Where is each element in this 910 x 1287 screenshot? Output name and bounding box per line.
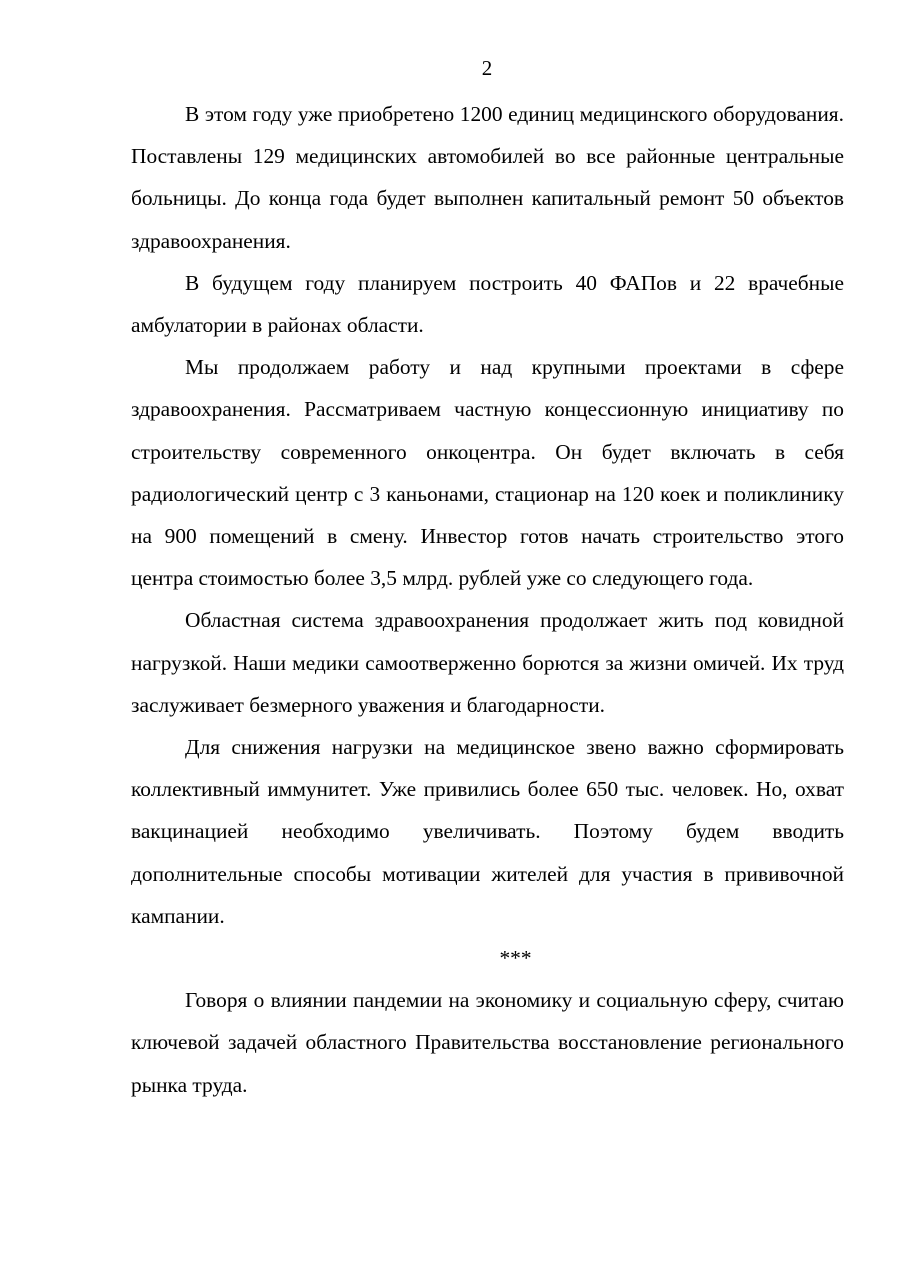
paragraph-vaccination: Для снижения нагрузки на медицинское звено важно сформировать коллективный иммунитет. Уже привились более 650 тыс. человек. Но, охват вакцинацией необходимо увеличивать. Поэтому будем вводить дополнительные способы мотивации жителей для участия в прививочной кампании. xyxy=(131,735,844,928)
paragraph-oncology-center: Мы продолжаем работу и над крупными проектами в сфере здравоохранения. Рассматриваем частную концессионную инициативу по строительству современного онкоцентра. Он будет включать в себя радиологический центр с 3 каньонами, стационар на 120 коек и поликлинику на 900 помещений в смену. Инвестор готов начать строительство этого центра стоимостью более 3,5 млрд. рублей уже со следующего года. xyxy=(131,355,844,591)
section-separator: *** xyxy=(499,946,532,971)
document-body xyxy=(131,93,844,1106)
paragraph-labor-market: Говоря о влиянии пандемии на экономику и социальную сферу, считаю ключевой задачей областного Правительства восстановление регионального рынка труда. xyxy=(131,988,844,1097)
paragraph-equipment: В этом году уже приобретено 1200 единиц медицинского оборудования. Поставлены 129 медицинских автомобилей во все районные центральные больницы. До конца года будет выполнен капитальный ремонт 50 объектов здравоохранения. xyxy=(131,102,844,253)
page-number: 2 xyxy=(481,56,493,80)
paragraph-covid-load: Областная система здравоохранения продолжает жить под ковидной нагрузкой. Наши медики самоотверженно борются за жизни омичей. Их труд заслуживает безмерного уважения и благодарности. xyxy=(131,608,844,717)
paragraph-fap-plans: В будущем году планируем построить 40 ФАПов и 22 врачебные амбулатории в районах области. xyxy=(131,270,844,338)
